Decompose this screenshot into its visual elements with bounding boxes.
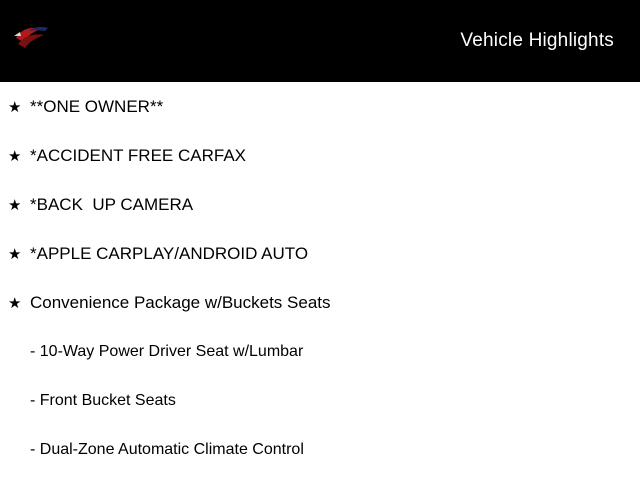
highlight-text: Convenience Package w/Buckets Seats [30, 293, 331, 312]
list-item [0, 243, 640, 292]
highlight-sub-text: - Dual-Zone Automatic Climate Control [30, 441, 304, 458]
list-item [0, 292, 640, 341]
list-item [0, 145, 640, 194]
list-sub-item [0, 341, 640, 390]
highlight-text: *ACCIDENT FREE CARFAX [30, 146, 247, 165]
list-sub-item [0, 390, 640, 439]
highlight-sub-text: - 10-Way Power Driver Seat w/Lumbar [30, 343, 304, 360]
highlight-text: *BACK UP CAMERA [30, 195, 194, 214]
highlight-text: *APPLE CARPLAY/ANDROID AUTO [30, 244, 309, 263]
list-item [0, 194, 640, 243]
dealer-logo-icon [12, 22, 66, 56]
highlight-sub-text: - Front Bucket Seats [30, 392, 176, 409]
star-bullet-icon: ★ [8, 99, 22, 116]
star-bullet-icon: ★ [8, 148, 22, 165]
list-sub-item [0, 439, 640, 488]
highlight-text: **ONE OWNER** [30, 97, 164, 116]
list-item [0, 96, 640, 145]
page-title: Vehicle Highlights [460, 30, 614, 51]
highlights-list [0, 82, 640, 488]
star-bullet-icon: ★ [8, 295, 22, 312]
star-bullet-icon: ★ [8, 197, 22, 214]
page-header [0, 0, 640, 82]
star-bullet-icon: ★ [8, 246, 22, 263]
